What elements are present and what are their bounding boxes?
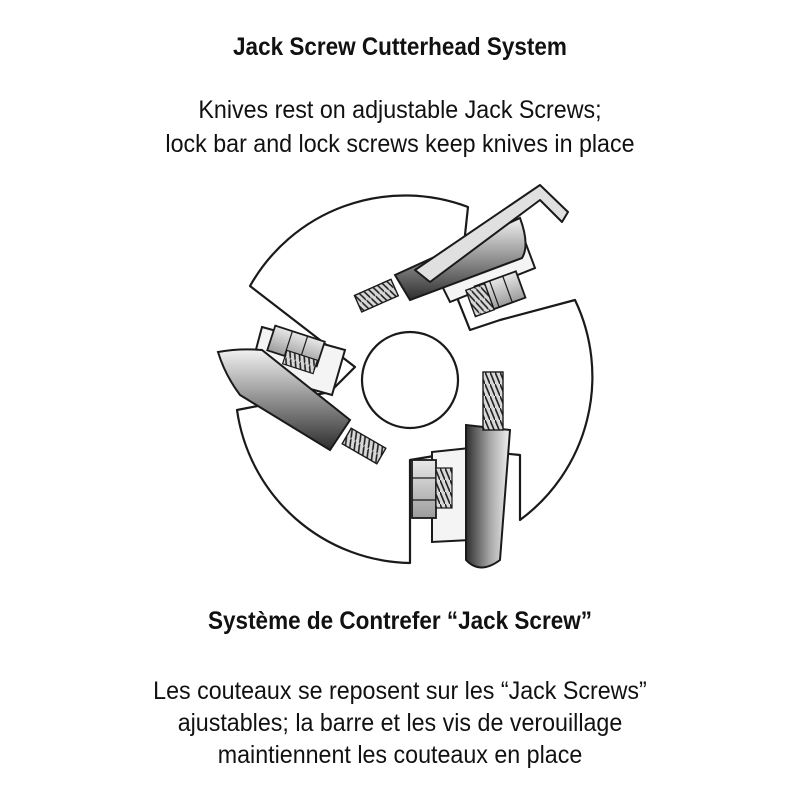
- jack-screw: [436, 468, 452, 508]
- center-bore: [362, 332, 458, 428]
- english-description-line-2: lock bar and lock screws keep knives in place: [165, 130, 635, 158]
- knife-blade: [466, 425, 510, 568]
- knife-stud: [483, 372, 503, 430]
- french-description-line-2: ajustables; la barre et les vis de verouillage: [177, 709, 623, 737]
- french-title: Système de Contrefer “Jack Screw”: [208, 607, 592, 635]
- english-description-line-1: Knives rest on adjustable Jack Screws;: [198, 96, 602, 124]
- french-description-line-1: Les couteaux se reposent sur les “Jack Screws”: [153, 677, 647, 705]
- lock-screw: [412, 460, 436, 518]
- english-title: Jack Screw Cutterhead System: [233, 33, 567, 61]
- french-description-line-3: maintiennent les couteaux en place: [217, 741, 583, 769]
